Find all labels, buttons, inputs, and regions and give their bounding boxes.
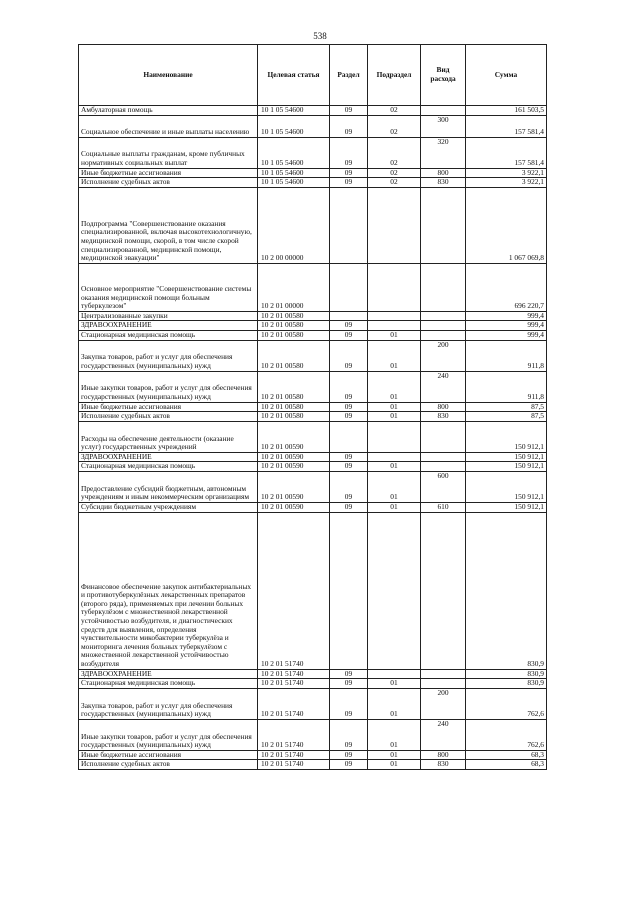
cell-subsection: 01 [368, 750, 421, 760]
cell-expense-type [421, 462, 466, 472]
cell-name: Социальные выплаты гражданам, кроме публичных нормативных социальных выплат [79, 137, 258, 168]
cell-sum: 999,4 [466, 321, 547, 331]
cell-target-article: 10 2 01 51740 [258, 669, 330, 679]
header-sum: Сумма [466, 45, 547, 106]
table-row [79, 263, 547, 311]
cell-sum: 150 912,1 [466, 471, 547, 502]
cell-subsection: 02 [368, 106, 421, 116]
cell-subsection [368, 311, 421, 321]
cell-section: 09 [330, 669, 368, 679]
cell-subsection: 01 [368, 412, 421, 422]
cell-expense-type [421, 421, 466, 452]
cell-subsection [368, 421, 421, 452]
cell-subsection: 01 [368, 760, 421, 770]
cell-expense-type: 200 [421, 688, 466, 719]
cell-target-article: 10 2 01 00580 [258, 371, 330, 402]
cell-target-article: 10 2 00 00000 [258, 187, 330, 263]
cell-name: Иные бюджетные ассигнования [79, 402, 258, 412]
cell-target-article: 10 1 05 54600 [258, 178, 330, 188]
table-row [79, 502, 547, 512]
cell-expense-type: 830 [421, 760, 466, 770]
cell-subsection: 01 [368, 402, 421, 412]
cell-name: Социальное обеспечение и иные выплаты населению [79, 115, 258, 137]
cell-section [330, 187, 368, 263]
cell-expense-type [421, 669, 466, 679]
cell-sum: 157 581,4 [466, 137, 547, 168]
table-row [79, 760, 547, 770]
cell-name: Иные бюджетные ассигнования [79, 168, 258, 178]
cell-sum: 762,6 [466, 719, 547, 750]
cell-section: 09 [330, 471, 368, 502]
cell-subsection: 01 [368, 340, 421, 371]
cell-name: Закупка товаров, работ и услуг для обеспечения государственных (муниципальных) нужд [79, 340, 258, 371]
cell-expense-type: 320 [421, 137, 466, 168]
cell-subsection: 01 [368, 462, 421, 472]
cell-subsection [368, 512, 421, 669]
cell-sum: 150 912,1 [466, 452, 547, 462]
cell-target-article: 10 2 01 00580 [258, 340, 330, 371]
cell-sum: 696 220,7 [466, 263, 547, 311]
cell-target-article: 10 2 01 00580 [258, 412, 330, 422]
cell-expense-type [421, 187, 466, 263]
table-row [79, 512, 547, 669]
cell-sum: 68,3 [466, 750, 547, 760]
table-row [79, 115, 547, 137]
cell-sum: 3 922,1 [466, 178, 547, 188]
cell-expense-type: 800 [421, 402, 466, 412]
cell-name: Предоставление субсидий бюджетным, автономным учреждениям и иным некоммерческим организациям [79, 471, 258, 502]
cell-expense-type: 800 [421, 168, 466, 178]
cell-sum: 87,5 [466, 412, 547, 422]
cell-section: 09 [330, 137, 368, 168]
cell-name: Стационарная медицинская помощь [79, 462, 258, 472]
cell-sum: 150 912,1 [466, 421, 547, 452]
cell-section: 09 [330, 462, 368, 472]
cell-subsection: 01 [368, 371, 421, 402]
cell-target-article: 10 1 05 54600 [258, 137, 330, 168]
cell-name: ЗДРАВООХРАНЕНИЕ [79, 669, 258, 679]
table-row [79, 462, 547, 472]
cell-sum: 999,4 [466, 311, 547, 321]
cell-sum: 150 912,1 [466, 502, 547, 512]
cell-sum: 157 581,4 [466, 115, 547, 137]
cell-subsection [368, 452, 421, 462]
cell-sum: 830,9 [466, 679, 547, 689]
cell-target-article: 10 2 01 51740 [258, 688, 330, 719]
cell-section: 09 [330, 688, 368, 719]
header-section: Раздел [330, 45, 368, 106]
table-row [79, 719, 547, 750]
cell-target-article: 10 2 01 00590 [258, 421, 330, 452]
cell-section [330, 311, 368, 321]
header-target-article: Целевая статья [258, 45, 330, 106]
table-row [79, 402, 547, 412]
cell-section: 09 [330, 371, 368, 402]
cell-expense-type [421, 311, 466, 321]
cell-sum: 68,3 [466, 760, 547, 770]
cell-sum: 3 922,1 [466, 168, 547, 178]
table-row [79, 688, 547, 719]
cell-name: Стационарная медицинская помощь [79, 679, 258, 689]
cell-sum: 150 912,1 [466, 462, 547, 472]
cell-section: 09 [330, 106, 368, 116]
cell-target-article: 10 2 01 00590 [258, 471, 330, 502]
cell-section [330, 263, 368, 311]
cell-name: Исполнение судебных актов [79, 178, 258, 188]
cell-name: Подпрограмма "Совершенствование оказания специализированной, включая высокотехнологичную, медицинской помощи, скорой, в том числе скорой специализированной, медицинской помощи, медицинской эвакуации" [79, 187, 258, 263]
cell-expense-type [421, 512, 466, 669]
cell-target-article: 10 2 01 00590 [258, 502, 330, 512]
page-number: 538 [313, 31, 327, 41]
table-row [79, 178, 547, 188]
table-row [79, 679, 547, 689]
cell-expense-type: 300 [421, 115, 466, 137]
cell-section: 09 [330, 115, 368, 137]
cell-name: ЗДРАВООХРАНЕНИЕ [79, 321, 258, 331]
cell-target-article: 10 2 01 00580 [258, 330, 330, 340]
cell-section: 09 [330, 679, 368, 689]
cell-section: 09 [330, 178, 368, 188]
cell-name: Централизованные закупки [79, 311, 258, 321]
cell-subsection: 02 [368, 137, 421, 168]
cell-sum: 830,9 [466, 512, 547, 669]
cell-target-article: 10 2 01 51740 [258, 750, 330, 760]
cell-target-article: 10 2 01 00580 [258, 321, 330, 331]
cell-sum: 87,5 [466, 402, 547, 412]
cell-name: Закупка товаров, работ и услуг для обеспечения государственных (муниципальных) нужд [79, 688, 258, 719]
header-subsection: Подраздел [368, 45, 421, 106]
cell-expense-type: 200 [421, 340, 466, 371]
table-row [79, 371, 547, 402]
cell-expense-type: 610 [421, 502, 466, 512]
cell-subsection: 02 [368, 168, 421, 178]
cell-expense-type: 600 [421, 471, 466, 502]
table-row [79, 669, 547, 679]
cell-expense-type [421, 452, 466, 462]
table-row [79, 330, 547, 340]
cell-subsection [368, 669, 421, 679]
cell-name: Основное мероприятие "Совершенствование системы оказания медицинской помощи больным туберкулезом" [79, 263, 258, 311]
cell-expense-type [421, 330, 466, 340]
cell-section: 09 [330, 330, 368, 340]
cell-name: Иные закупки товаров, работ и услуг для обеспечения государственных (муниципальных) нужд [79, 719, 258, 750]
cell-name: Стационарная медицинская помощь [79, 330, 258, 340]
cell-sum: 999,4 [466, 330, 547, 340]
cell-subsection [368, 187, 421, 263]
cell-target-article: 10 2 01 00000 [258, 263, 330, 311]
table-row [79, 168, 547, 178]
cell-target-article: 10 2 01 00580 [258, 402, 330, 412]
cell-section: 09 [330, 502, 368, 512]
cell-sum: 1 067 069,8 [466, 187, 547, 263]
cell-target-article: 10 2 01 51740 [258, 760, 330, 770]
cell-name: Расходы на обеспечение деятельности (оказание услуг) государственных учреждений [79, 421, 258, 452]
cell-target-article: 10 2 01 51740 [258, 679, 330, 689]
cell-section [330, 421, 368, 452]
cell-sum: 911,8 [466, 340, 547, 371]
cell-section: 09 [330, 168, 368, 178]
cell-expense-type [421, 263, 466, 311]
table-row [79, 412, 547, 422]
cell-subsection: 02 [368, 115, 421, 137]
cell-target-article: 10 1 05 54600 [258, 106, 330, 116]
cell-sum: 911,8 [466, 371, 547, 402]
cell-subsection: 01 [368, 502, 421, 512]
budget-table [78, 44, 547, 770]
cell-section: 09 [330, 719, 368, 750]
table-row [79, 137, 547, 168]
cell-target-article: 10 2 01 00580 [258, 311, 330, 321]
cell-expense-type [421, 106, 466, 116]
cell-expense-type: 240 [421, 371, 466, 402]
cell-section: 09 [330, 760, 368, 770]
cell-subsection: 02 [368, 178, 421, 188]
cell-target-article: 10 1 05 54600 [258, 115, 330, 137]
header-name: Наименование [79, 45, 258, 106]
cell-name: Финансовое обеспечение закупок антибактериальных и противотуберкулёзных лекарственных препаратов (второго ряда), применяемых при лечении больных туберкулёзом с множественной лекарственной устойчивостью возбудителя, и диагностических средств для выявления, определения чувствительности микобактерии туберкулёза и мониторинга лечения больных туберкулёзом с множественной лекарственной устойчивостью возбудителя [79, 512, 258, 669]
cell-section: 09 [330, 402, 368, 412]
cell-sum: 762,6 [466, 688, 547, 719]
table-row [79, 106, 547, 116]
cell-expense-type: 830 [421, 412, 466, 422]
cell-name: Иные закупки товаров, работ и услуг для обеспечения государственных (муниципальных) нужд [79, 371, 258, 402]
table-row [79, 311, 547, 321]
cell-subsection: 01 [368, 688, 421, 719]
cell-target-article: 10 2 01 51740 [258, 719, 330, 750]
cell-subsection: 01 [368, 330, 421, 340]
cell-target-article: 10 2 01 51740 [258, 512, 330, 669]
cell-section: 09 [330, 340, 368, 371]
cell-expense-type: 800 [421, 750, 466, 760]
cell-name: Амбулаторная помощь [79, 106, 258, 116]
table-row [79, 452, 547, 462]
cell-subsection: 01 [368, 471, 421, 502]
cell-target-article: 10 1 05 54600 [258, 168, 330, 178]
cell-sum: 830,9 [466, 669, 547, 679]
cell-subsection: 01 [368, 679, 421, 689]
table-header-row [79, 45, 547, 106]
table-row [79, 750, 547, 760]
cell-section: 09 [330, 412, 368, 422]
cell-section: 09 [330, 321, 368, 331]
cell-subsection: 01 [368, 719, 421, 750]
table-row [79, 187, 547, 263]
cell-target-article: 10 2 01 00590 [258, 452, 330, 462]
cell-section: 09 [330, 750, 368, 760]
cell-name: Субсидии бюджетным учреждениям [79, 502, 258, 512]
cell-name: ЗДРАВООХРАНЕНИЕ [79, 452, 258, 462]
cell-name: Исполнение судебных актов [79, 412, 258, 422]
cell-expense-type [421, 679, 466, 689]
table-row [79, 421, 547, 452]
table-row [79, 340, 547, 371]
cell-subsection [368, 321, 421, 331]
table-row [79, 321, 547, 331]
cell-subsection [368, 263, 421, 311]
cell-target-article: 10 2 01 00590 [258, 462, 330, 472]
cell-name: Исполнение судебных актов [79, 760, 258, 770]
cell-sum: 161 503,5 [466, 106, 547, 116]
cell-name: Иные бюджетные ассигнования [79, 750, 258, 760]
table-row [79, 471, 547, 502]
cell-expense-type: 240 [421, 719, 466, 750]
cell-section [330, 512, 368, 669]
cell-expense-type: 830 [421, 178, 466, 188]
cell-expense-type [421, 321, 466, 331]
cell-section: 09 [330, 452, 368, 462]
header-expense-type: Вид расхода [421, 45, 466, 106]
